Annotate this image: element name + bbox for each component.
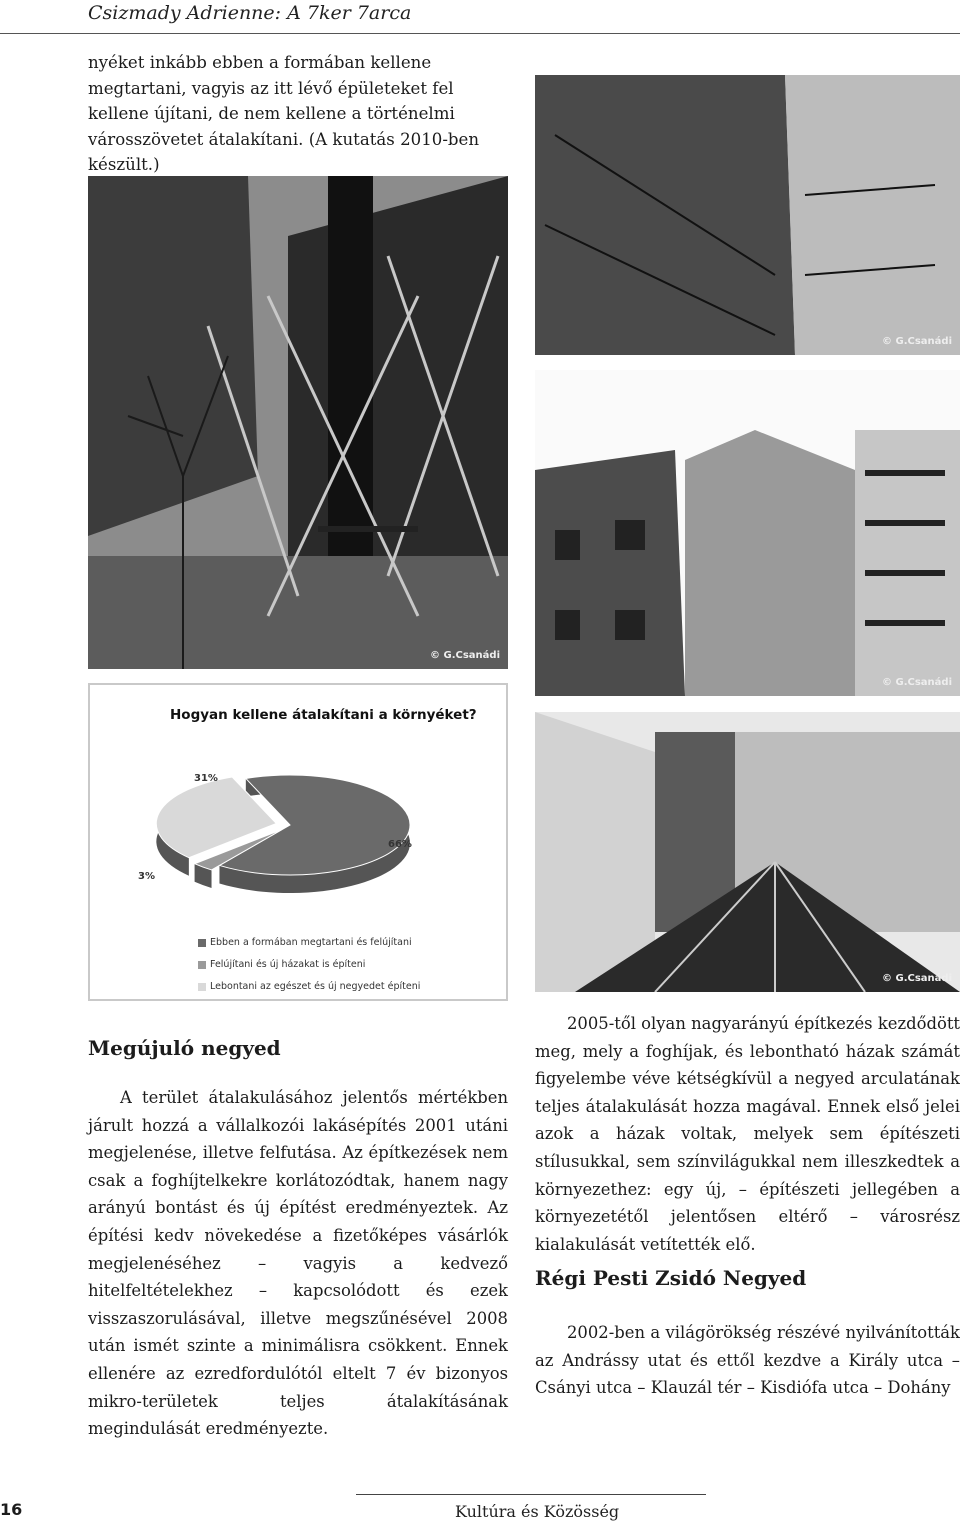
header-divider <box>0 33 960 34</box>
section-heading-megujulo: Megújuló negyed <box>88 1036 281 1060</box>
balconies-photo <box>535 75 960 355</box>
photo-credit: © G.Csanádi <box>430 650 500 661</box>
legend-swatch <box>198 983 206 991</box>
photo-credit: © G.Csanádi <box>882 677 952 688</box>
section2-body: 2005-től olyan nagyarányú építkezés kezdődött meg, mely a foghíjak, és lebontható házak számát figyelembe véve kétségkívül a negyed arculatának teljes átalakulását hozza magával. Ennek első jelei azok a házak voltak, melyek sem építészeti stílusukkal, sem színvilágukkal nem illeszkedtek a környezethez: egy új, – építészeti jellegében a környezetétől jelentősen eltérő – városrész kialakulását vetítették elő. <box>535 1014 960 1254</box>
legend-swatch <box>198 939 206 947</box>
photo-credit: © G.Csanádi <box>882 973 952 984</box>
chart-title: Hogyan kellene átalakítani a környéket? <box>170 707 477 723</box>
legend-swatch <box>198 961 206 969</box>
legend-item-3 <box>198 981 420 992</box>
pie-label-3: 3% <box>138 871 155 882</box>
running-header: Csizmady Adrienne: A 7ker 7arca <box>88 2 412 24</box>
pie-label-31: 31% <box>194 773 218 784</box>
new-apartments-photo <box>535 370 960 696</box>
photo-credit: © G.Csanádi <box>882 336 952 347</box>
legend-item-1 <box>198 937 412 948</box>
legend-label: Lebontani az egészet és új negyedet építeni <box>210 981 421 992</box>
pie-svg <box>90 685 506 999</box>
courtyard-scaffolding-photo <box>88 176 508 669</box>
section1-body: A terület átalakulásához jelentős mértékben járult hozzá a vállalkozói lakásépítés 2001 utáni megjelenése, illetve felfutása. Az építkezések nem csak a foghíjtelkekre korlátozódtak, hanem nagy arányú bontást és új építést eredményeztek. Az építési kedv növekedése a fizetőképes vásárlók megjelenéséhez – vagyis a kedvező hitelfeltételekhez – kapcsolódott és ezek visszaszorulásával, illetve megszűnésével 2008 után ismét szinte a minimálisra csökkent. Ennek ellenére az ezredfordulótól eltelt 7 év bizonyos mikro-területek teljes átalakításának megindulását eredményezte. <box>88 1088 508 1439</box>
legend-label: Ebben a formában megtartani és felújítani <box>210 937 412 948</box>
survey-pie-chart <box>88 683 508 1001</box>
pie-label-66: 66% <box>388 839 412 850</box>
legend-item-2 <box>198 959 365 970</box>
section-heading-regi-pesti: Régi Pesti Zsidó Negyed <box>535 1266 807 1290</box>
magazine-name: Kultúra és Közösség <box>455 1502 620 1521</box>
section3-body: 2002-ben a világörökség részévé nyilvánították az Andrássy utat és ettől kezdve a Király utca – Csányi utca – Klauzál tér – Kisdiófa utca – Dohány <box>535 1323 960 1398</box>
glass-roof-photo <box>535 712 960 992</box>
page-number: 16 <box>0 1500 23 1519</box>
legend-label: Felújítani és új házakat is építeni <box>210 959 366 970</box>
intro-paragraph: nyéket inkább ebben a formában kellene megtartani, vagyis az itt lévő épületeket fel kellene újítani, de nem kellene a történelmi városszövetet átalakítani. (A kutatás 2010-ben készült.) <box>88 53 480 174</box>
footer-divider <box>356 1494 706 1495</box>
